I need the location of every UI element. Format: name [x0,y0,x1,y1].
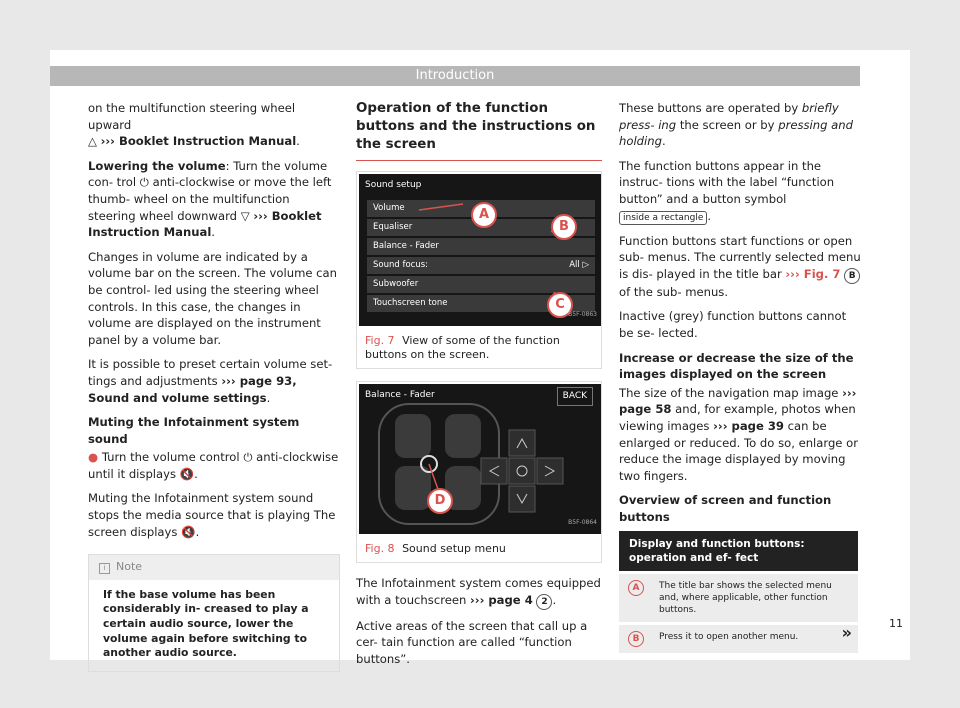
figure-7 [356,171,602,369]
cross-reference[interactable]: ››› page 4 [470,592,533,607]
screen-image [359,174,601,326]
section-header: Introduction [50,66,860,86]
overview-table [619,531,858,653]
letter-badge: A [628,580,644,596]
paragraph: Lowering the volume: Turn the volume con- trol ⏻ anti-clockwise or move the left thumb- wheel on the multifunction steering wheel downward ▽ ››› Booklet Instruction Manual. [88,158,332,240]
arrow-left-pad [481,458,507,484]
column-2 [356,100,602,675]
cross-reference[interactable]: ››› page 39 [713,418,784,433]
subheading: Muting the Infotainment system sound [88,415,300,446]
cross-reference[interactable]: ››› Booklet Instruction Manual [88,208,322,240]
callout-badge-d: D [427,488,453,514]
table-cell: The title bar shows the selected menu and, where applicable, other function buttons. [653,573,858,624]
table-cell: Press it to open another menu. » [653,624,858,654]
triangle-up-icon: △ [88,134,97,149]
balance-fader-graphic [359,384,601,534]
column-1 [88,100,340,672]
subheading: Increase or decrease the size of the images displayed on the screen [619,350,854,382]
paragraph: It is possible to preset certain volume set- tings and adjustments ››› page 93, Sound and volume settings. [88,357,333,405]
paragraph: Changes in volume are indicated by a volume bar on the screen. The volume can be control- led using the steering wheel controls. In this case, the changes in volume are displayed on the instrument panel by a volume bar. [88,249,338,347]
section-title: Operation of the function buttons and the instructions on the screen [356,100,602,161]
page-number: 11 [889,617,903,630]
menu-row: Sound focus: All ▷ [367,257,595,274]
back-button: BACK [557,387,593,406]
cross-reference[interactable]: ››› Fig. 7 [785,266,841,281]
screen-title: Balance - Fader [365,390,435,400]
table-row [619,624,858,654]
menu-row: Touchscreen tone [367,295,595,312]
menu-row: Subwoofer [367,276,595,293]
paragraph: These buttons are operated by briefly press- ing the screen or by pressing and holding. [619,101,853,149]
figure-8 [356,381,602,563]
paragraph: on the multifunction steering wheel upward △ ››› Booklet Instruction Manual. [88,101,300,149]
table-row [619,573,858,624]
note-box [88,554,340,672]
paragraph: The size of the navigation map image ››› page 58 and, for example, photos when viewing images ››› page 39 can be enlarged or reduced. To do so, enlarge or reduce the image displayed by moving two fingers. [619,385,858,483]
figure-caption: Fig. 8 Sound setup menu [365,542,506,555]
arrow-down-pad [509,486,535,512]
subheading: Overview of screen and function buttons [619,493,832,524]
seat-rear-left [395,466,431,510]
paragraph: The Infotainment system comes equipped with a touchscreen ››› page 4 2 . [356,575,602,610]
menu-row: Equaliser [367,219,595,236]
power-icon: ⏻ [243,450,253,465]
button-symbol: inside a rectangle [619,211,707,225]
bullet-item: ● Turn the volume control ⏻ anti-clockwise until it displays 🔇. [88,450,339,481]
letter-badge: B [844,268,860,284]
letter-badge: B [628,631,644,647]
mute-icon: 🔇 [179,466,195,481]
column-3 [619,100,861,653]
mute-icon: 🔇 [181,524,196,539]
image-code: B5F-0864 [568,519,597,527]
cross-reference[interactable]: ››› Booklet Instruction Manual [100,134,297,149]
info-icon: i [99,563,110,574]
screen-title: Sound setup [365,180,422,190]
paragraph: The function buttons appear in the instruc- tions with the label “function button” and a button symbol inside a rectangle . [619,158,835,223]
callout-badge-b: B [551,214,577,240]
paragraph: Inactive (grey) function buttons cannot be se- lected. [619,309,847,340]
arrow-up-pad [509,430,535,456]
menu-row: Volume [367,200,595,217]
power-icon: ⏻ [139,175,149,190]
center-pad [509,458,535,484]
triangle-down-icon: ▽ [240,208,250,223]
seat-front-right [445,414,481,458]
screen-image [359,384,601,534]
note-body: If the base volume has been considerably in- creased to play a certain audio source, lower the volume again before switching to another audio source. [103,587,309,660]
callout-badge-a: A [471,202,497,228]
seat-front-left [395,414,431,458]
number-badge: 2 [536,594,552,610]
note-header: i Note [89,555,339,580]
paragraph: Muting the Infotainment system sound stops the media source that is playing The screen displays 🔇. [88,491,336,539]
image-code: B5F-0863 [568,311,597,319]
cross-reference[interactable]: ››› page 58 [619,385,857,417]
paragraph: Active areas of the screen that call up a cer- tain function are called “function buttons”. [356,618,588,666]
arrow-right-pad [537,458,563,484]
menu-row: Balance - Fader [367,238,595,255]
callout-badge-c: C [547,292,573,318]
continue-icon: » [841,623,852,643]
callout-line-a [419,204,463,210]
paragraph: Function buttons start functions or open sub- menus. The currently selected menu is dis- played in the title bar ››› Fig. 7 B of the sub- menus. [619,233,861,299]
table-header: Display and function buttons: operation and ef- fect [619,531,858,573]
bullet-icon: ● [88,450,99,465]
figure-caption: Fig. 7 View of some of the function buttons on the screen. [365,334,560,361]
cross-reference[interactable]: ››› page 93, Sound and volume settings [88,373,297,405]
